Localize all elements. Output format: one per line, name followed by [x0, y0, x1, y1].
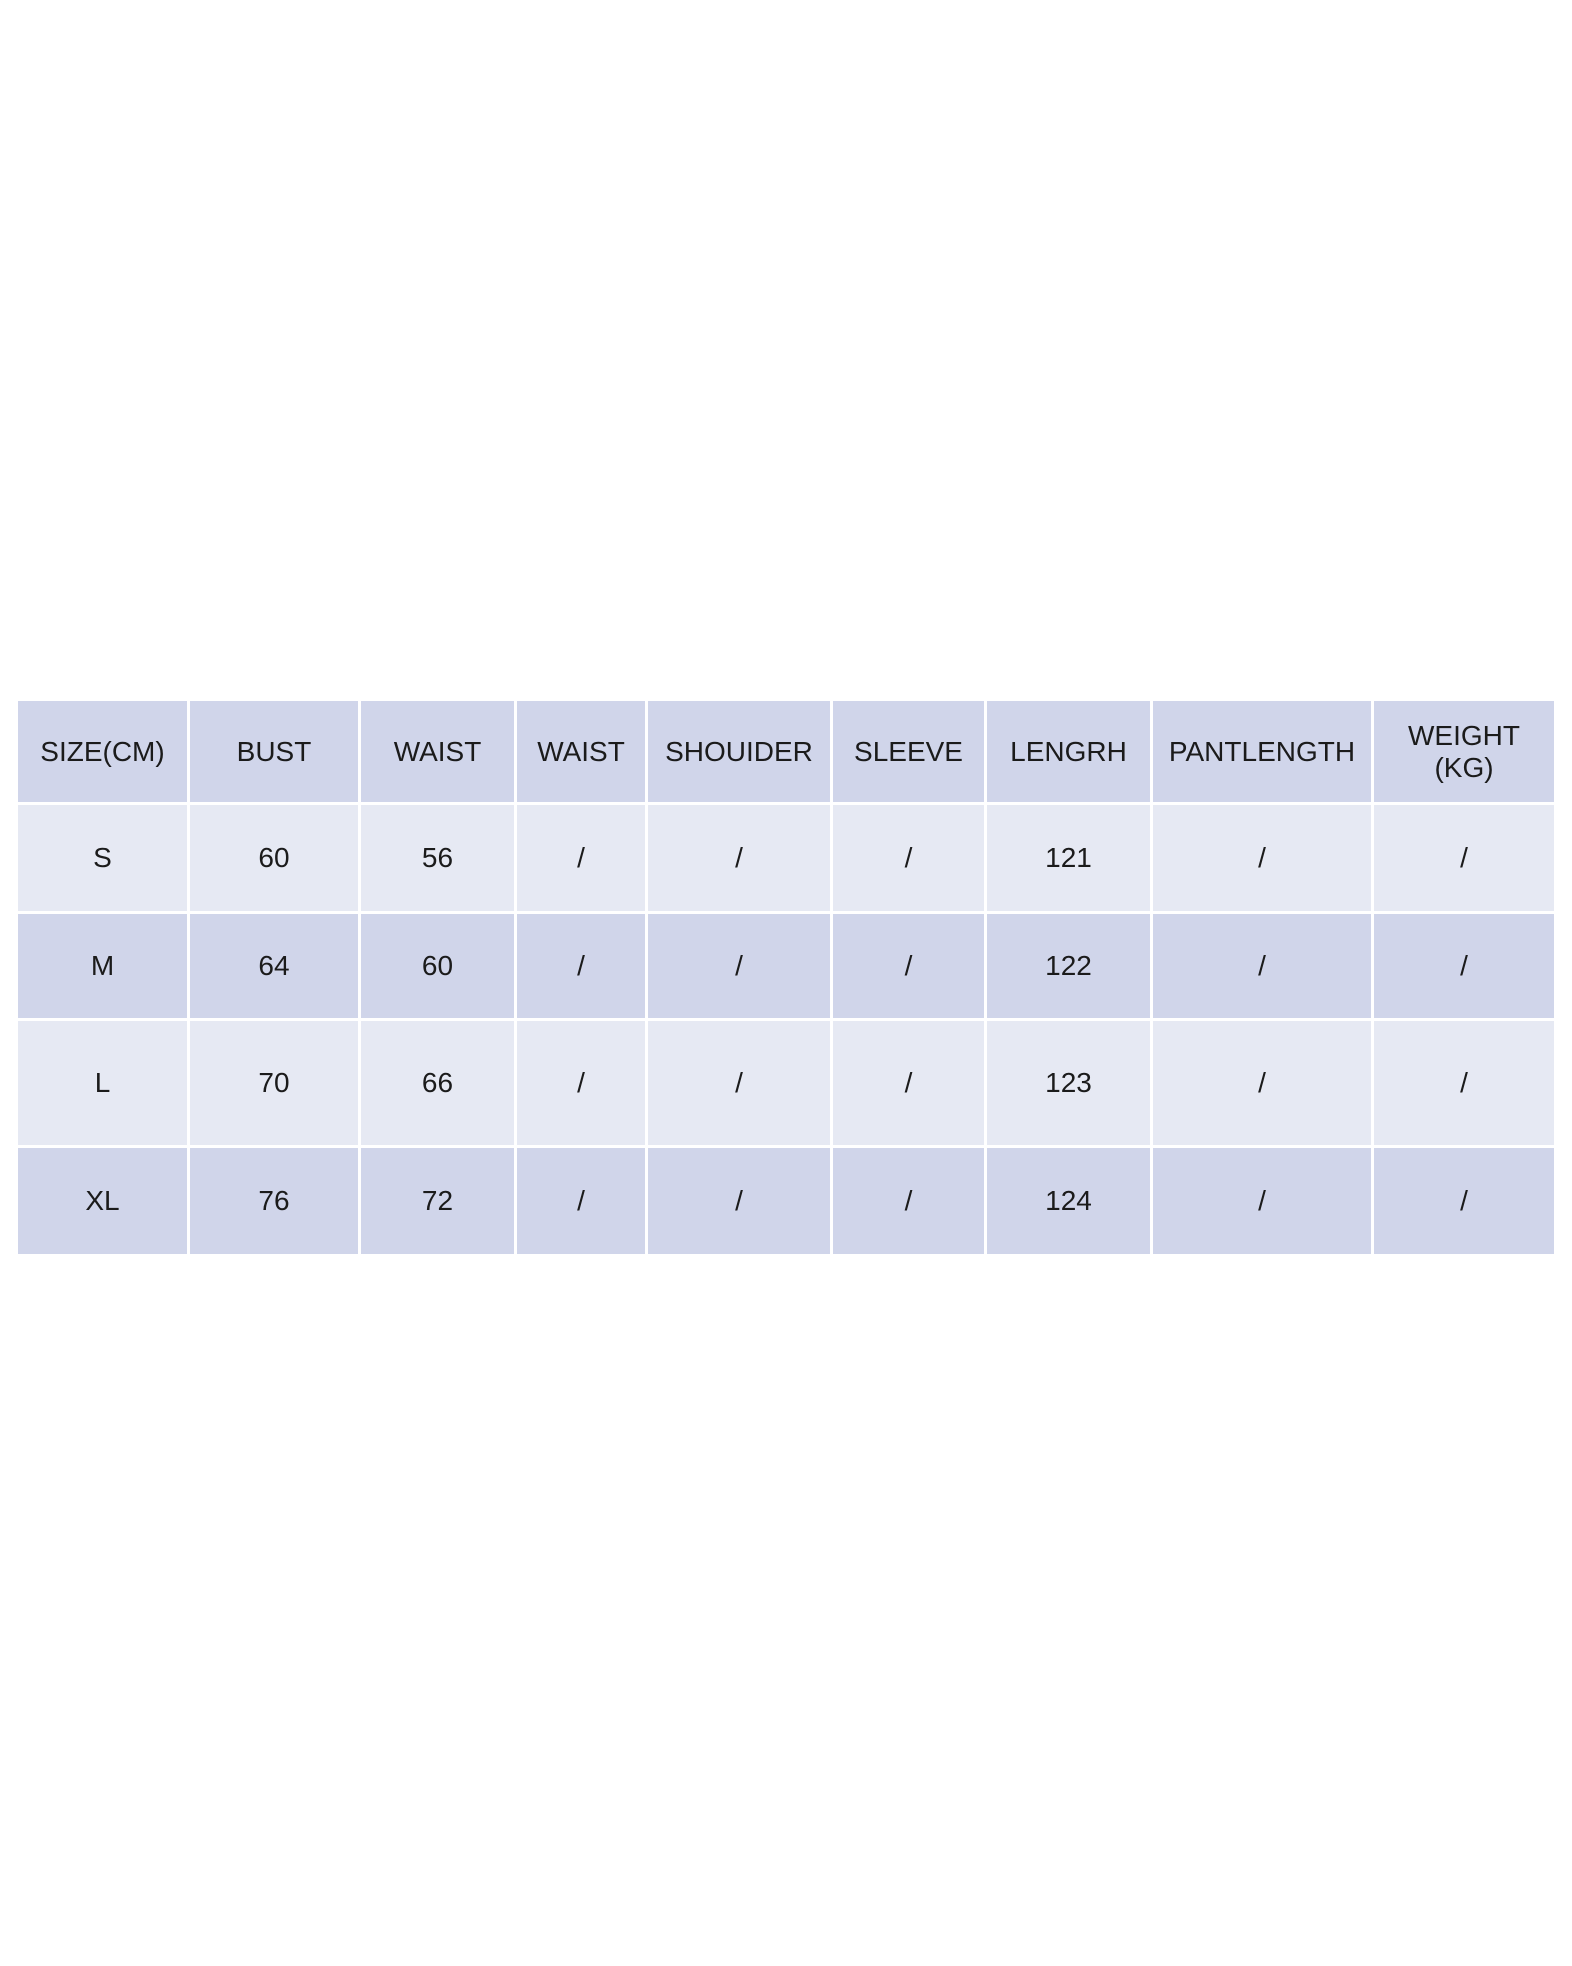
cell-shoulder: / [648, 914, 830, 1018]
header-weight [1374, 701, 1554, 802]
header-sleeve: SLEEVE [833, 701, 984, 802]
cell-weight: / [1374, 1148, 1554, 1254]
cell-bust: 64 [190, 914, 358, 1018]
table-row [18, 1148, 1554, 1254]
cell-weight: / [1374, 805, 1554, 911]
cell-size: M [18, 914, 187, 1018]
header-size: SIZE(CM) [18, 701, 187, 802]
cell-sleeve: / [833, 914, 984, 1018]
table-row [18, 805, 1554, 911]
cell-size: XL [18, 1148, 187, 1254]
cell-size: S [18, 805, 187, 911]
cell-shoulder: / [648, 805, 830, 911]
header-bust: BUST [190, 701, 358, 802]
cell-waist-2: / [517, 805, 645, 911]
cell-bust: 70 [190, 1021, 358, 1145]
cell-weight: / [1374, 1021, 1554, 1145]
cell-waist: 66 [361, 1021, 514, 1145]
cell-shoulder: / [648, 1021, 830, 1145]
cell-waist-2: / [517, 1021, 645, 1145]
cell-length: 123 [987, 1021, 1150, 1145]
cell-shoulder: / [648, 1148, 830, 1254]
header-weight-line1: WEIGHT [1408, 719, 1520, 751]
cell-length: 124 [987, 1148, 1150, 1254]
cell-sleeve: / [833, 1021, 984, 1145]
cell-waist-2: / [517, 1148, 645, 1254]
header-waist-2: WAIST [517, 701, 645, 802]
header-shoulder: SHOUIDER [648, 701, 830, 802]
cell-length: 121 [987, 805, 1150, 911]
cell-waist: 60 [361, 914, 514, 1018]
cell-waist: 72 [361, 1148, 514, 1254]
cell-waist: 56 [361, 805, 514, 911]
header-row [18, 701, 1554, 802]
cell-waist-2: / [517, 914, 645, 1018]
cell-weight: / [1374, 914, 1554, 1018]
cell-pant-length: / [1153, 1021, 1371, 1145]
header-pant-length: PANTLENGTH [1153, 701, 1371, 802]
cell-sleeve: / [833, 805, 984, 911]
header-waist: WAIST [361, 701, 514, 802]
header-length: LENGRH [987, 701, 1150, 802]
cell-pant-length: / [1153, 914, 1371, 1018]
cell-pant-length: / [1153, 805, 1371, 911]
table-row [18, 1021, 1554, 1145]
cell-bust: 76 [190, 1148, 358, 1254]
cell-bust: 60 [190, 805, 358, 911]
cell-length: 122 [987, 914, 1150, 1018]
cell-pant-length: / [1153, 1148, 1371, 1254]
size-chart-table [15, 698, 1557, 1257]
table-row [18, 914, 1554, 1018]
cell-size: L [18, 1021, 187, 1145]
header-weight-line2: (KG) [1434, 751, 1494, 783]
cell-sleeve: / [833, 1148, 984, 1254]
